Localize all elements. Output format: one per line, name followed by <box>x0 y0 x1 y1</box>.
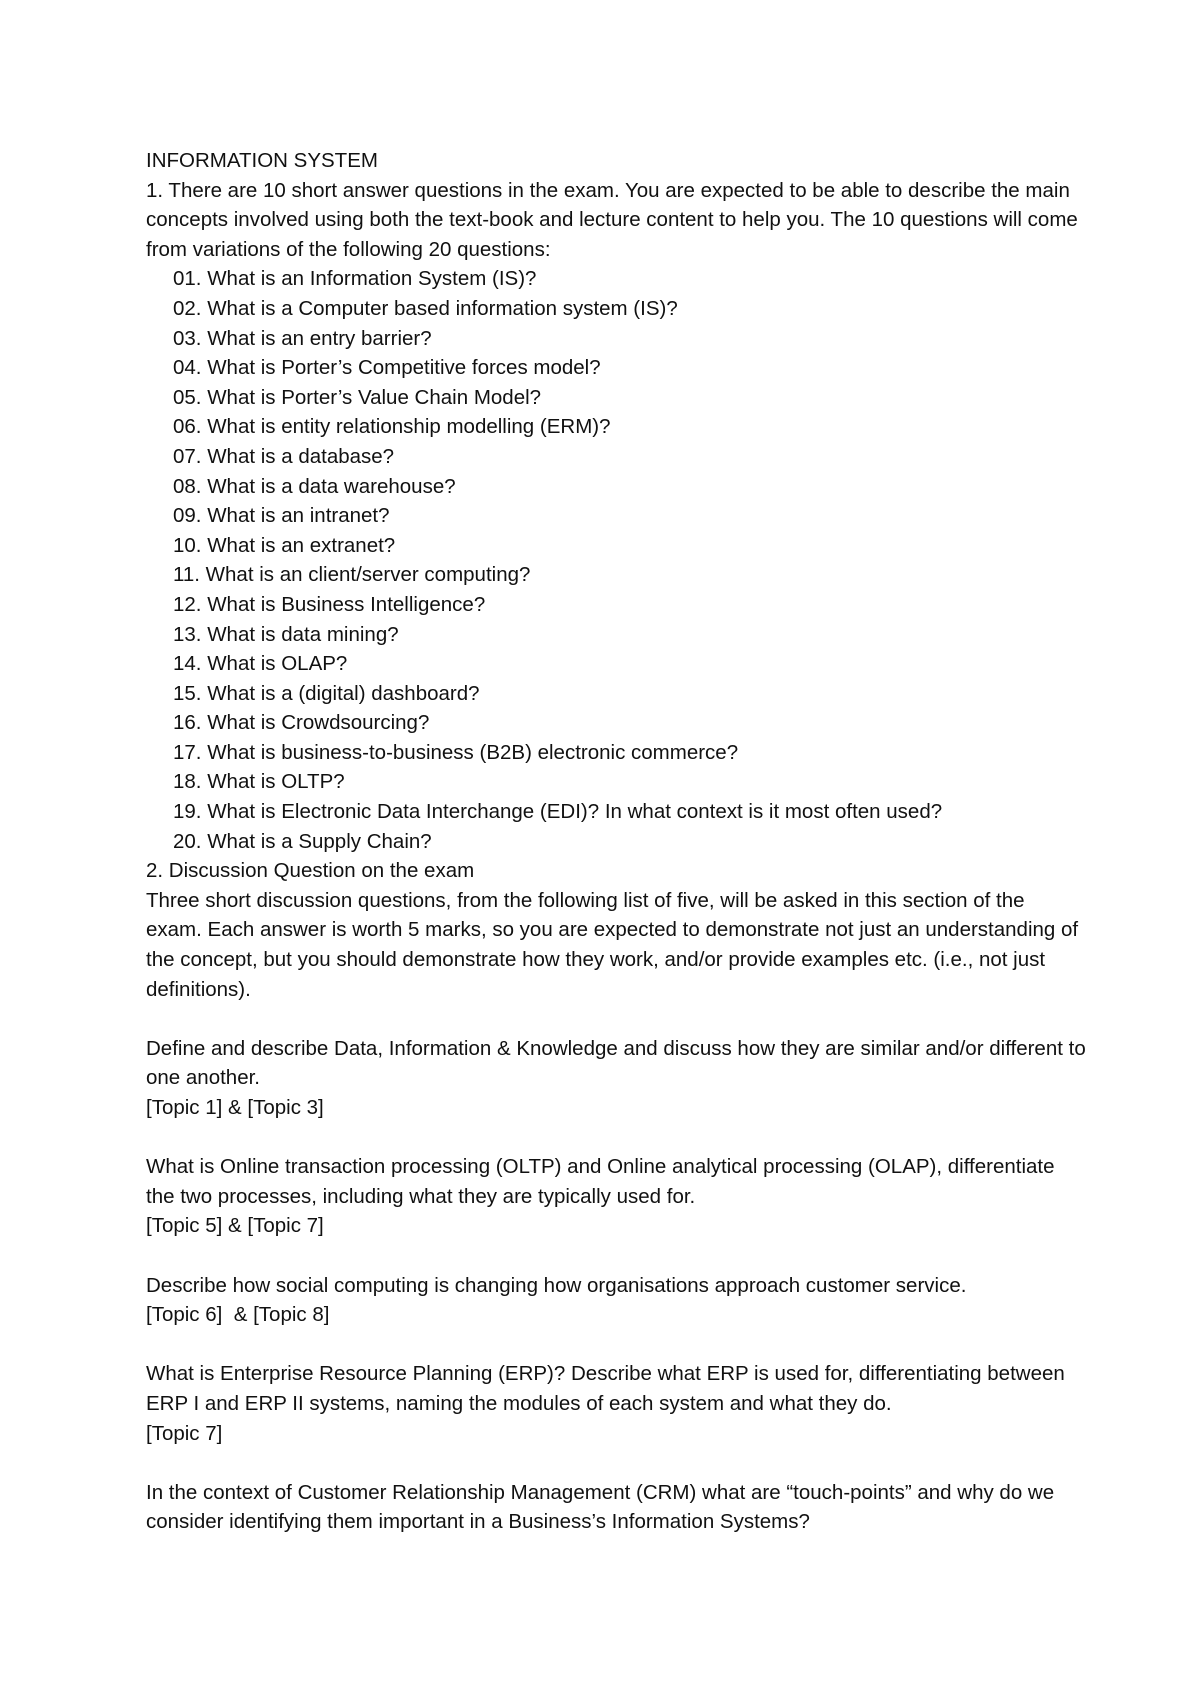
discussion-question-4: What is Enterprise Resource Planning (ERP)? Describe what ERP is used for, differentiating between ERP I and ERP II systems, naming the modules of each system and what they do. <box>146 1362 1065 1415</box>
question-item: 03. What is an entry barrier? <box>173 326 432 350</box>
question-item: 20. What is a Supply Chain? <box>173 829 432 853</box>
discussion-question-1: Define and describe Data, Information & Knowledge and discuss how they are similar and/or different to one another. <box>146 1036 1086 1090</box>
discussion-question-3: Describe how social computing is changing how organisations approach customer service. <box>146 1273 967 1297</box>
question-item: 05. What is Porter’s Value Chain Model? <box>173 385 542 409</box>
question-item: 09. What is an intranet? <box>173 504 390 528</box>
spacer <box>146 1241 1086 1271</box>
section1-intro: 1. There are 10 short answer questions in the exam. You are expected to be able to describe the main concepts involved using both the text-book and lecture content to help you. The 10 questions will come from variations of the following 20 questions: <box>146 178 1078 261</box>
section2-intro: Three short discussion questions, from the following list of five, will be asked in this section of the exam. Each answer is worth 5 marks, so you are expected to demonstrate not just an understanding of the concept, but you should demonstrate how they work, and/or provide examples etc. (i.e., not just definitions). <box>146 888 1079 1001</box>
spacer <box>146 1123 1086 1153</box>
document-title: INFORMATION SYSTEM <box>146 149 378 172</box>
short-answer-question-list <box>146 264 1086 856</box>
discussion-topics-4: [Topic 7] <box>146 1421 223 1445</box>
document-page <box>146 146 1086 1537</box>
spacer <box>146 1004 1086 1034</box>
question-item: 12. What is Business Intelligence? <box>173 592 486 616</box>
question-item: 19. What is Electronic Data Interchange (EDI)? In what context is it most often used? <box>173 800 943 824</box>
section2-heading: 2. Discussion Question on the exam <box>146 859 475 883</box>
question-item: 13. What is data mining? <box>173 622 399 646</box>
discussion-question-2: What is Online transaction processing (OLTP) and Online analytical processing (OLAP), differentiate the two processes, including what they are typically used for. <box>146 1155 1055 1208</box>
question-item: 10. What is an extranet? <box>173 533 396 557</box>
discussion-topics-2: [Topic 5] & [Topic 7] <box>146 1214 324 1238</box>
spacer <box>146 1330 1086 1360</box>
discussion-topics-3: [Topic 6] & [Topic 8] <box>146 1303 330 1327</box>
question-item: 18. What is OLTP? <box>173 770 345 794</box>
question-item: 01. What is an Information System (IS)? <box>173 267 537 291</box>
spacer <box>146 1448 1086 1478</box>
discussion-question-5: In the context of Customer Relationship Management (CRM) what are “touch-points” and why do we consider identifying them important in a Business’s Information Systems? <box>146 1480 1055 1534</box>
question-item: 04. What is Porter’s Competitive forces model? <box>173 356 601 380</box>
question-item: 02. What is a Computer based information system (IS)? <box>173 296 678 320</box>
question-item: 17. What is business-to-business (B2B) electronic commerce? <box>173 740 739 764</box>
question-item: 16. What is Crowdsourcing? <box>173 711 430 735</box>
question-item: 14. What is OLAP? <box>173 652 348 676</box>
question-item: 07. What is a database? <box>173 444 395 468</box>
question-item: 11. What is an client/server computing? <box>173 563 531 587</box>
discussion-topics-1: [Topic 1] & [Topic 3] <box>146 1096 324 1119</box>
question-item: 06. What is entity relationship modelling (ERM)? <box>173 415 611 439</box>
question-item: 15. What is a (digital) dashboard? <box>173 681 480 705</box>
question-item: 08. What is a data warehouse? <box>173 474 456 498</box>
